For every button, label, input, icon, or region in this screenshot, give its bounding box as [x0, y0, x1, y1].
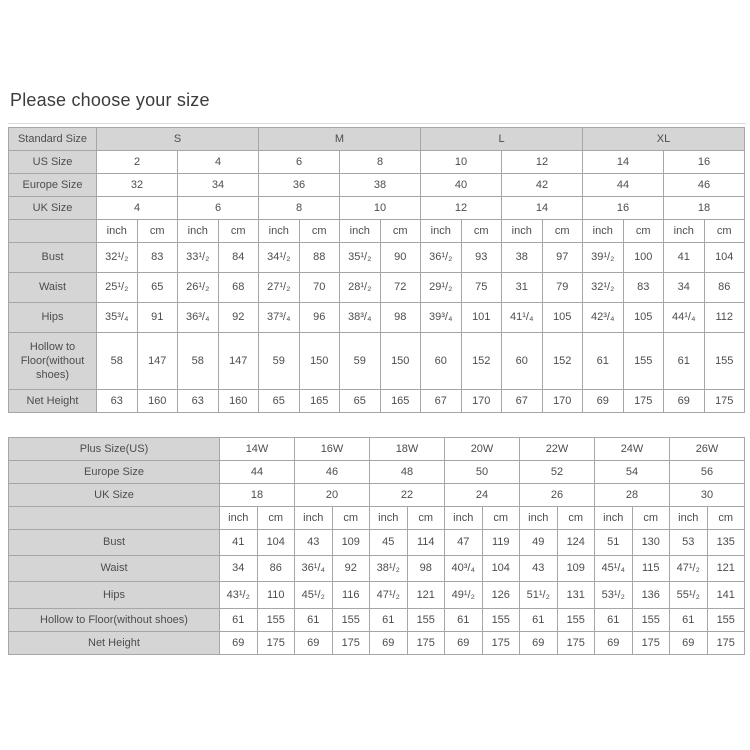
size-group-cell: M [259, 128, 421, 151]
value-cell: 65 [340, 390, 381, 413]
value-cell: 69 [595, 632, 633, 655]
value-cell: 61 [595, 609, 633, 632]
table-row [9, 273, 745, 303]
row-label: UK Size [9, 197, 97, 220]
table-row [9, 438, 745, 461]
value-cell: 175 [482, 632, 520, 655]
standard-size-table [8, 127, 745, 413]
value-cell: 84 [218, 243, 259, 273]
value-cell: 44 [583, 174, 664, 197]
value-cell: 83 [623, 273, 664, 303]
value-cell: 175 [557, 632, 595, 655]
value-cell: 61 [664, 333, 705, 390]
value-cell: 109 [332, 530, 370, 556]
value-cell: 26W [670, 438, 745, 461]
value-cell: 18 [664, 197, 745, 220]
value-cell: 38 [340, 174, 421, 197]
value-cell: cm [407, 507, 445, 530]
value-cell: 20W [445, 438, 520, 461]
value-cell: 152 [542, 333, 583, 390]
value-cell: 37³/₄ [259, 303, 300, 333]
table-row [9, 151, 745, 174]
value-cell: 61 [520, 609, 558, 632]
value-cell: 38³/₄ [340, 303, 381, 333]
value-cell: 46 [295, 461, 370, 484]
value-cell: 27¹/₂ [259, 273, 300, 303]
value-cell: 109 [557, 556, 595, 582]
row-label: Hips [9, 303, 97, 333]
value-cell: 97 [542, 243, 583, 273]
value-cell: 116 [332, 582, 370, 609]
row-label: Waist [9, 556, 220, 582]
value-cell: 47¹/₂ [670, 556, 708, 582]
table-row [9, 243, 745, 273]
table-row [9, 128, 745, 151]
value-cell: inch [97, 220, 138, 243]
value-cell: 38 [502, 243, 543, 273]
value-cell: 42³/₄ [583, 303, 624, 333]
value-cell: inch [583, 220, 624, 243]
value-cell: 152 [461, 333, 502, 390]
row-label: US Size [9, 151, 97, 174]
value-cell: cm [623, 220, 664, 243]
value-cell: 30 [670, 484, 745, 507]
table-row [9, 609, 745, 632]
value-cell: 175 [623, 390, 664, 413]
value-cell: 14 [583, 151, 664, 174]
value-cell: 93 [461, 243, 502, 273]
size-group-cell: S [97, 128, 259, 151]
value-cell: 51 [595, 530, 633, 556]
value-cell: 170 [461, 390, 502, 413]
value-cell: 155 [557, 609, 595, 632]
value-cell: 170 [542, 390, 583, 413]
value-cell: 110 [257, 582, 295, 609]
value-cell: 130 [632, 530, 670, 556]
value-cell: 63 [97, 390, 138, 413]
value-cell: cm [542, 220, 583, 243]
value-cell: 61 [670, 609, 708, 632]
value-cell: 25¹/₂ [97, 273, 138, 303]
value-cell: cm [380, 220, 421, 243]
value-cell: 105 [542, 303, 583, 333]
value-cell: 44¹/₄ [664, 303, 705, 333]
size-group-cell: L [421, 128, 583, 151]
row-label: Waist [9, 273, 97, 303]
value-cell: 155 [407, 609, 445, 632]
value-cell: 165 [299, 390, 340, 413]
value-cell: 155 [623, 333, 664, 390]
value-cell: 18 [220, 484, 295, 507]
value-cell: 45¹/₄ [595, 556, 633, 582]
row-label: Bust [9, 530, 220, 556]
value-cell: 61 [370, 609, 408, 632]
value-cell: 36¹/₄ [295, 556, 333, 582]
value-cell: 4 [97, 197, 178, 220]
value-cell: 46 [664, 174, 745, 197]
value-cell: 26¹/₂ [178, 273, 219, 303]
value-cell: 39¹/₂ [583, 243, 624, 273]
table-row [9, 174, 745, 197]
value-cell: 70 [299, 273, 340, 303]
value-cell: 56 [670, 461, 745, 484]
value-cell: 96 [299, 303, 340, 333]
value-cell: 119 [482, 530, 520, 556]
value-cell: 114 [407, 530, 445, 556]
value-cell: 41 [220, 530, 258, 556]
table-row [9, 484, 745, 507]
value-cell: 160 [137, 390, 178, 413]
value-cell: 155 [257, 609, 295, 632]
value-cell: 126 [482, 582, 520, 609]
value-cell: 69 [445, 632, 483, 655]
value-cell: 91 [137, 303, 178, 333]
value-cell: 53¹/₂ [595, 582, 633, 609]
value-cell: 69 [664, 390, 705, 413]
value-cell: 49¹/₂ [445, 582, 483, 609]
value-cell: 160 [218, 390, 259, 413]
value-cell: 31 [502, 273, 543, 303]
table-row [9, 333, 745, 390]
row-label: Bust [9, 243, 97, 273]
value-cell: 155 [704, 333, 745, 390]
value-cell: 36¹/₂ [421, 243, 462, 273]
value-cell: 115 [632, 556, 670, 582]
value-cell: cm [704, 220, 745, 243]
value-cell: cm [632, 507, 670, 530]
value-cell: 72 [380, 273, 421, 303]
value-cell: 155 [632, 609, 670, 632]
value-cell: inch [178, 220, 219, 243]
value-cell: 32¹/₂ [97, 243, 138, 273]
value-cell: 65 [259, 390, 300, 413]
value-cell: 98 [380, 303, 421, 333]
value-cell: 150 [380, 333, 421, 390]
value-cell: 69 [520, 632, 558, 655]
value-cell: 14W [220, 438, 295, 461]
value-cell: 12 [502, 151, 583, 174]
value-cell: 53 [670, 530, 708, 556]
value-cell: 88 [299, 243, 340, 273]
table-row [9, 582, 745, 609]
value-cell: 33¹/₂ [178, 243, 219, 273]
value-cell: 175 [332, 632, 370, 655]
value-cell: 61 [445, 609, 483, 632]
value-cell: inch [445, 507, 483, 530]
value-cell: 24 [445, 484, 520, 507]
value-cell: 98 [407, 556, 445, 582]
value-cell: 63 [178, 390, 219, 413]
value-cell: 40³/₄ [445, 556, 483, 582]
table-row [9, 220, 745, 243]
row-label: Net Height [9, 632, 220, 655]
value-cell: 41¹/₄ [502, 303, 543, 333]
value-cell: 43 [520, 556, 558, 582]
value-cell: inch [670, 507, 708, 530]
value-cell: 90 [380, 243, 421, 273]
value-cell: 112 [704, 303, 745, 333]
table-row [9, 556, 745, 582]
value-cell: cm [218, 220, 259, 243]
divider-rule [8, 123, 746, 124]
value-cell: inch [421, 220, 462, 243]
value-cell: 69 [670, 632, 708, 655]
table-row [9, 530, 745, 556]
value-cell: inch [502, 220, 543, 243]
value-cell: 2 [97, 151, 178, 174]
value-cell: 8 [259, 197, 340, 220]
value-cell: 6 [259, 151, 340, 174]
value-cell: 16 [583, 197, 664, 220]
row-label: Hollow to Floor(without shoes) [9, 609, 220, 632]
value-cell: 147 [218, 333, 259, 390]
value-cell: 69 [220, 632, 258, 655]
value-cell: 141 [707, 582, 745, 609]
value-cell: cm [707, 507, 745, 530]
value-cell: 16W [295, 438, 370, 461]
size-guide-page [0, 90, 750, 655]
value-cell: 75 [461, 273, 502, 303]
value-cell: 69 [295, 632, 333, 655]
value-cell: 155 [332, 609, 370, 632]
value-cell: inch [520, 507, 558, 530]
value-cell: 105 [623, 303, 664, 333]
value-cell: 22W [520, 438, 595, 461]
value-cell: inch [220, 507, 258, 530]
value-cell: 155 [707, 609, 745, 632]
value-cell: 38¹/₂ [370, 556, 408, 582]
value-cell: 48 [370, 461, 445, 484]
table-row [9, 507, 745, 530]
value-cell: 121 [707, 556, 745, 582]
table-row [9, 303, 745, 333]
row-label: Net Height [9, 390, 97, 413]
value-cell: 92 [332, 556, 370, 582]
value-cell: cm [332, 507, 370, 530]
value-cell: 68 [218, 273, 259, 303]
value-cell: 59 [259, 333, 300, 390]
row-label: Plus Size(US) [9, 438, 220, 461]
value-cell: inch [295, 507, 333, 530]
value-cell: 86 [704, 273, 745, 303]
value-cell: 40 [421, 174, 502, 197]
row-label: Hips [9, 582, 220, 609]
value-cell: 50 [445, 461, 520, 484]
row-label: UK Size [9, 484, 220, 507]
value-cell: 121 [407, 582, 445, 609]
value-cell: 43¹/₂ [220, 582, 258, 609]
value-cell: 124 [557, 530, 595, 556]
value-cell: 34¹/₂ [259, 243, 300, 273]
value-cell: 10 [421, 151, 502, 174]
value-cell: 55¹/₂ [670, 582, 708, 609]
value-cell: 10 [340, 197, 421, 220]
value-cell: 65 [137, 273, 178, 303]
value-cell: 58 [178, 333, 219, 390]
value-cell: 34 [664, 273, 705, 303]
value-cell: 26 [520, 484, 595, 507]
value-cell: 60 [421, 333, 462, 390]
value-cell: cm [461, 220, 502, 243]
value-cell: 175 [704, 390, 745, 413]
value-cell: 14 [502, 197, 583, 220]
row-label: Europe Size [9, 174, 97, 197]
value-cell: 175 [632, 632, 670, 655]
value-cell: 155 [482, 609, 520, 632]
value-cell: cm [257, 507, 295, 530]
value-cell: 61 [220, 609, 258, 632]
value-cell: 83 [137, 243, 178, 273]
value-cell: cm [482, 507, 520, 530]
value-cell: inch [340, 220, 381, 243]
value-cell: 175 [407, 632, 445, 655]
value-cell: 22 [370, 484, 445, 507]
value-cell: inch [259, 220, 300, 243]
value-cell: 35³/₄ [97, 303, 138, 333]
value-cell: 92 [218, 303, 259, 333]
row-label: Europe Size [9, 461, 220, 484]
value-cell: 43 [295, 530, 333, 556]
value-cell: 52 [520, 461, 595, 484]
value-cell: inch [664, 220, 705, 243]
value-cell: 28 [595, 484, 670, 507]
value-cell: 101 [461, 303, 502, 333]
row-label [9, 507, 220, 530]
value-cell: 20 [295, 484, 370, 507]
value-cell: 54 [595, 461, 670, 484]
page-title: Please choose your size [10, 90, 210, 110]
value-cell: 165 [380, 390, 421, 413]
value-cell: 86 [257, 556, 295, 582]
row-label [9, 220, 97, 243]
value-cell: 51¹/₂ [520, 582, 558, 609]
value-cell: 136 [632, 582, 670, 609]
value-cell: 175 [257, 632, 295, 655]
value-cell: 6 [178, 197, 259, 220]
value-cell: 45 [370, 530, 408, 556]
value-cell: 104 [704, 243, 745, 273]
value-cell: 34 [220, 556, 258, 582]
table-row [9, 197, 745, 220]
value-cell: 131 [557, 582, 595, 609]
value-cell: 135 [707, 530, 745, 556]
value-cell: 147 [137, 333, 178, 390]
size-group-cell: XL [583, 128, 745, 151]
value-cell: 49 [520, 530, 558, 556]
value-cell: 44 [220, 461, 295, 484]
value-cell: cm [557, 507, 595, 530]
table-row [9, 390, 745, 413]
value-cell: 69 [583, 390, 624, 413]
row-label: Hollow to Floor(without shoes) [9, 333, 97, 390]
value-cell: 32¹/₂ [583, 273, 624, 303]
value-cell: 4 [178, 151, 259, 174]
value-cell: 104 [257, 530, 295, 556]
value-cell: inch [595, 507, 633, 530]
value-cell: 61 [583, 333, 624, 390]
value-cell: 39³/₄ [421, 303, 462, 333]
value-cell: 12 [421, 197, 502, 220]
value-cell: 69 [370, 632, 408, 655]
value-cell: inch [370, 507, 408, 530]
value-cell: 175 [707, 632, 745, 655]
value-cell: 29¹/₂ [421, 273, 462, 303]
value-cell: 32 [97, 174, 178, 197]
value-cell: 34 [178, 174, 259, 197]
value-cell: 100 [623, 243, 664, 273]
value-cell: cm [299, 220, 340, 243]
value-cell: 60 [502, 333, 543, 390]
value-cell: 18W [370, 438, 445, 461]
value-cell: 150 [299, 333, 340, 390]
value-cell: 61 [295, 609, 333, 632]
value-cell: 41 [664, 243, 705, 273]
value-cell: 45¹/₂ [295, 582, 333, 609]
value-cell: 59 [340, 333, 381, 390]
value-cell: 104 [482, 556, 520, 582]
value-cell: 79 [542, 273, 583, 303]
value-cell: 47 [445, 530, 483, 556]
value-cell: 35¹/₂ [340, 243, 381, 273]
value-cell: 28¹/₂ [340, 273, 381, 303]
value-cell: 47¹/₂ [370, 582, 408, 609]
value-cell: 67 [502, 390, 543, 413]
value-cell: 58 [97, 333, 138, 390]
table-row [9, 632, 745, 655]
value-cell: 42 [502, 174, 583, 197]
value-cell: cm [137, 220, 178, 243]
plus-size-table [8, 437, 745, 655]
value-cell: 24W [595, 438, 670, 461]
value-cell: 36³/₄ [178, 303, 219, 333]
row-label: Standard Size [9, 128, 97, 151]
value-cell: 36 [259, 174, 340, 197]
table-row [9, 461, 745, 484]
value-cell: 16 [664, 151, 745, 174]
value-cell: 67 [421, 390, 462, 413]
value-cell: 8 [340, 151, 421, 174]
